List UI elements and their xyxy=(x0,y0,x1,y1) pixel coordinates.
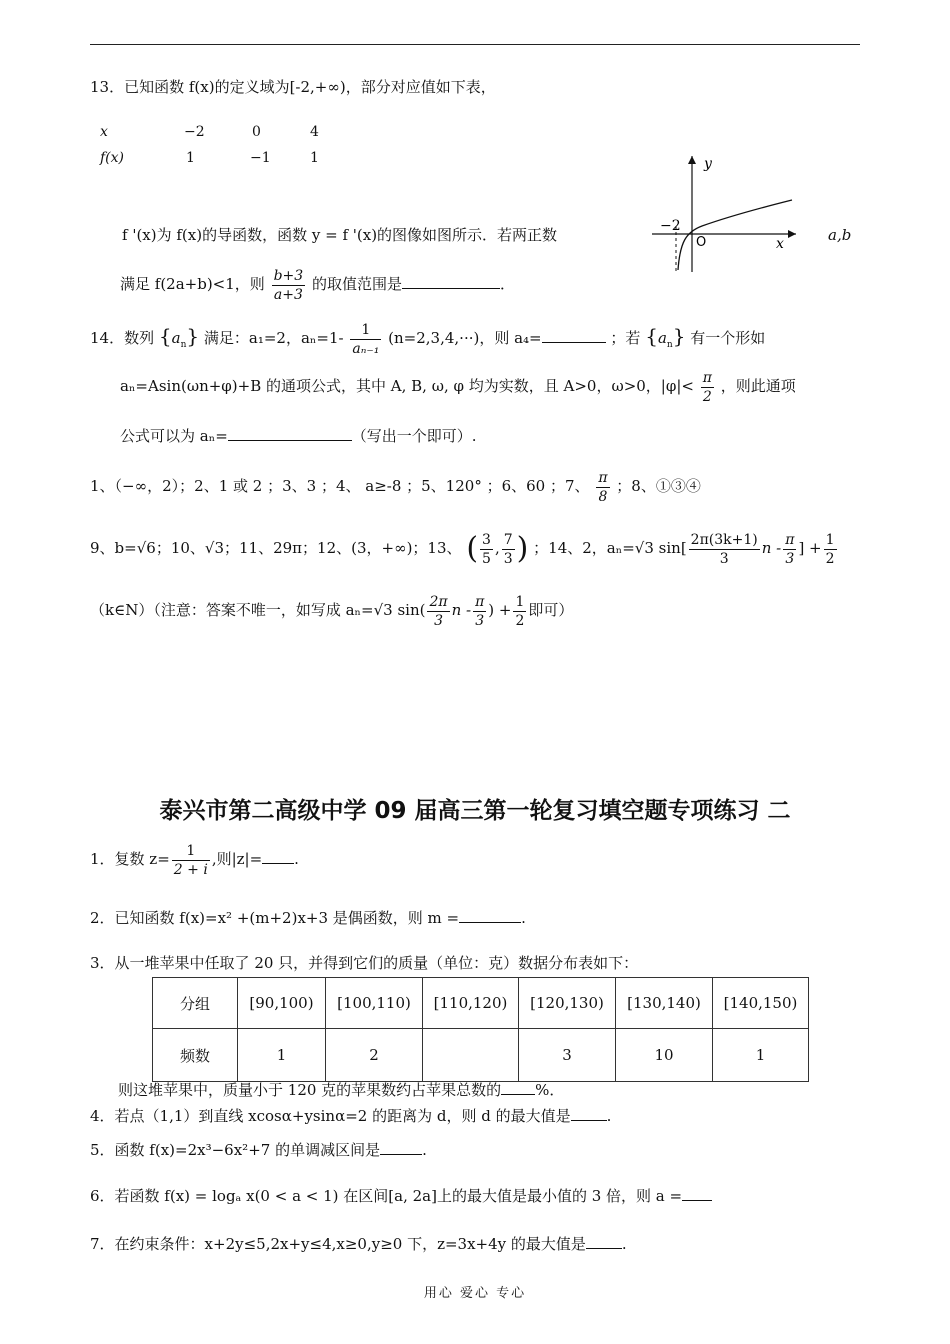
frac-num: 1 xyxy=(825,531,835,548)
table-header-cell: [130,140) xyxy=(616,978,713,1029)
table-cell: 1 xyxy=(238,1029,326,1082)
q14-formula: aₙ=Asin(ωn+φ)+B 的通项公式，其中 A, B, ω, φ 均为实数，且 A>0，ω>0，|φ|< xyxy=(120,377,694,395)
q14-line2-end: ，则此通项 xyxy=(720,377,796,395)
frac-den: 2 xyxy=(515,612,525,629)
frac-den: 3 xyxy=(434,612,443,629)
seq-symbol: a xyxy=(171,329,181,347)
q13-line3-text: 满足 f(2a+b)<1，则 xyxy=(120,275,265,293)
page-footer: 用心 爱心 专心 xyxy=(423,1286,527,1301)
p1-text: 1．复数 z= xyxy=(90,850,170,868)
table-cell: 2 xyxy=(326,1029,423,1082)
table-header-cell: [90,100) xyxy=(238,978,326,1029)
p6-text: 6．若函数 f(x) = logₐ x(0 < a < 1) 在区间[a, 2a]上的最大值是最小值的 3 倍，则 a = xyxy=(90,1187,683,1205)
p4-text: 4．若点（1,1）到直线 xcosα+ysinα=2 的距离为 d，则 d 的最大值是 xyxy=(90,1107,571,1125)
q13-fraction xyxy=(272,267,306,304)
answers-text: ；8、①③④ xyxy=(616,477,701,495)
answers-text: ] + xyxy=(798,539,822,557)
answer-fraction xyxy=(824,531,837,568)
table-cell: 10 xyxy=(616,1029,713,1082)
frac-num: 2π xyxy=(429,593,448,610)
frac-num: π xyxy=(785,531,795,548)
q13-cell: f(x) xyxy=(100,150,125,166)
table-row xyxy=(153,978,809,1029)
frac-den: 2 xyxy=(702,388,712,405)
seq-symbol: a xyxy=(657,329,667,347)
q13-cell: x xyxy=(100,124,108,140)
table-header-cell: [120,130) xyxy=(519,978,616,1029)
q13-line3 xyxy=(120,264,515,304)
answers-text: 即可） xyxy=(528,601,574,619)
frac-num: π xyxy=(598,469,608,486)
answer-blank xyxy=(262,847,294,864)
table-header-cell: 分组 xyxy=(153,978,238,1029)
graph-tick: −2 xyxy=(660,218,681,234)
graph-y-label: y xyxy=(704,156,712,172)
q14-if: ；若 xyxy=(610,329,641,347)
frac-den: 5 xyxy=(482,550,491,567)
q14-line3 xyxy=(120,424,477,447)
frac-num: π xyxy=(475,593,485,610)
graph-x-label: x xyxy=(776,236,784,252)
frac-num: 1 xyxy=(350,321,381,340)
brace-open: { xyxy=(645,324,658,348)
p1-line xyxy=(90,838,299,880)
frac-num: 3 xyxy=(482,531,491,548)
q14-condition: 满足：a₁=2，aₙ=1- xyxy=(203,329,344,347)
answer-fraction xyxy=(473,593,486,630)
p4-line xyxy=(90,1104,611,1127)
answer-fraction xyxy=(596,469,609,506)
answer-fraction xyxy=(783,531,796,568)
p7-text: 7．在约束条件：x+2y≤5,2x+y≤4,x≥0,y≥0 下，z=3x+4y 的最大值是 xyxy=(90,1235,586,1253)
answers-line2: 9、b=√6；10、√3；11、29π；12、(3，+∞)；13、 ( $\frac{3}{5}$ , $\frac{7}{3}$ ) ；14、2，aₙ=√3 sin[ $\frac{2\pi(3k+1)}{3}$ n - $\frac{\pi}{3}$ ] + $\frac{1}{2}$ xyxy=(90,531,835,567)
p1-text: ,则|z|= xyxy=(211,850,263,868)
p4-end: . xyxy=(606,1107,612,1125)
frac-den: 3 xyxy=(785,550,795,567)
header-rule xyxy=(90,44,860,45)
p1-fraction xyxy=(172,842,210,879)
table-cell: 频数 xyxy=(153,1029,238,1082)
q13-cell: 1 xyxy=(310,150,319,166)
p6-line xyxy=(90,1184,712,1207)
answer-blank xyxy=(459,906,521,923)
q14-ask: (n=2,3,4,···)，则 a₄= xyxy=(388,329,542,347)
answer-blank xyxy=(682,1184,712,1201)
frac-num: 7 xyxy=(503,531,513,548)
q13-cell: 0 xyxy=(252,124,261,140)
answer-blank xyxy=(228,424,352,441)
seq-subscript: n xyxy=(666,340,673,350)
p7-end: . xyxy=(621,1235,627,1253)
p5-line xyxy=(90,1138,427,1161)
p3-question xyxy=(118,1078,564,1101)
table-header-cell: [140,150) xyxy=(713,978,809,1029)
q14-note: （写出一个即可）. xyxy=(351,427,477,445)
table-cell xyxy=(423,1029,519,1082)
answer-blank xyxy=(380,1138,422,1155)
p2-text: 2．已知函数 f(x)=x² +(m+2)x+3 是偶函数，则 m = xyxy=(90,909,460,927)
q13-cell: 4 xyxy=(310,124,319,140)
table-header-cell: [100,110) xyxy=(326,978,423,1029)
answer-fraction xyxy=(480,531,493,568)
pi-fraction xyxy=(701,369,714,406)
p7-line xyxy=(90,1232,627,1255)
q13-cell: −1 xyxy=(250,150,271,166)
p2-line xyxy=(90,906,526,929)
answer-blank xyxy=(402,272,500,289)
q13-cell: −2 xyxy=(184,124,205,140)
frac-den: 2 xyxy=(825,550,835,567)
answers-text: ) + xyxy=(488,601,512,619)
p3-end: %． xyxy=(535,1081,565,1099)
p5-text: 5．函数 f(x)=2x³−6x²+7 的单调减区间是 xyxy=(90,1141,381,1159)
q14-formula-ask: 公式可以为 aₙ= xyxy=(120,427,228,445)
q14-line1 xyxy=(90,314,765,367)
q13-line2: f '(x)为 f(x)的导函数，函数 y = f '(x)的图像如图所示．若两正数 xyxy=(122,226,558,244)
table-cell: 1 xyxy=(713,1029,809,1082)
frac-num: b+3 xyxy=(273,267,304,284)
p5-end: . xyxy=(422,1141,427,1159)
frac-num: π xyxy=(702,369,712,386)
answer-blank xyxy=(586,1232,622,1249)
frequency-table xyxy=(152,977,809,1082)
brace-open: { xyxy=(158,324,172,348)
brace-close: } xyxy=(186,324,200,348)
frac-den: 8 xyxy=(598,488,608,505)
derivative-graph xyxy=(650,152,800,274)
frac-den: a+3 xyxy=(273,286,303,303)
q14-fraction xyxy=(350,321,381,358)
answer-blank xyxy=(571,1104,607,1121)
answers-line1 xyxy=(90,464,701,508)
table-cell: 3 xyxy=(519,1029,616,1082)
answer-fraction xyxy=(502,531,515,568)
answers-text: 9、b=√6；10、√3；11、29π；12、(3，+∞)；13、 xyxy=(90,539,462,557)
frac-den: 3 xyxy=(719,550,729,567)
q13-cell: 1 xyxy=(186,150,195,166)
brace-close: } xyxy=(672,324,686,348)
frac-num: 2π(3k+1) xyxy=(690,531,758,548)
q13-line3-range: 的取值范围是 xyxy=(311,275,402,293)
q13-end: ． xyxy=(499,275,515,293)
p3-text: 则这堆苹果中，质量小于 120 克的苹果数约占苹果总数的 xyxy=(118,1081,502,1099)
answers-text: n - xyxy=(761,539,782,557)
answer-fraction xyxy=(427,593,449,630)
p3-line: 3．从一堆苹果中任取了 20 只，并得到它们的质量（单位：克）数据分布表如下： xyxy=(90,954,639,972)
table-header-cell: [110,120) xyxy=(423,978,519,1029)
paren-open: ( xyxy=(466,531,479,566)
answer-blank xyxy=(542,326,606,343)
answers-text: n - xyxy=(451,601,472,619)
answer-fraction xyxy=(689,531,760,568)
seq-subscript: n xyxy=(180,340,187,350)
page-title: 泰兴市第二高级中学 09 届高三第一轮复习填空题专项练习 二 xyxy=(159,798,791,824)
q14-form: 有一个形如 xyxy=(690,329,766,347)
q14-label: 14．数列 xyxy=(90,329,155,347)
table-row xyxy=(153,1029,809,1082)
p2-end: . xyxy=(521,909,526,927)
answers-text: 1、（−∞，2）；2、1 或 2 ；3、3 ；4、 a≥-8 ；5、120° ；6、60 ；7、 xyxy=(90,477,590,495)
frac-den: 2 + i xyxy=(173,861,208,878)
answer-fraction xyxy=(513,593,526,630)
answer-blank xyxy=(501,1078,535,1095)
frac-den: aₙ₋₁ xyxy=(352,340,380,357)
answers-text: ；14、2，aₙ=√3 sin[ xyxy=(533,539,687,557)
paren-close: ) xyxy=(516,531,529,566)
graph-origin: O xyxy=(696,235,707,250)
answers-line3 xyxy=(90,588,573,632)
q14-line2 xyxy=(120,366,796,406)
q13-line1: 13．已知函数 f(x)的定义域为[-2,+∞)，部分对应值如下表， xyxy=(90,78,496,96)
answers-text: （k∈N）（注意：答案不唯一，如写成 aₙ=√3 sin( xyxy=(90,601,426,619)
frac-num: 1 xyxy=(515,593,525,610)
frac-den: 3 xyxy=(503,550,513,567)
q13-line2-ab: a,b xyxy=(828,226,852,244)
p1-end: . xyxy=(294,850,299,868)
frac-den: 3 xyxy=(475,612,485,629)
frac-num: 1 xyxy=(172,842,210,861)
